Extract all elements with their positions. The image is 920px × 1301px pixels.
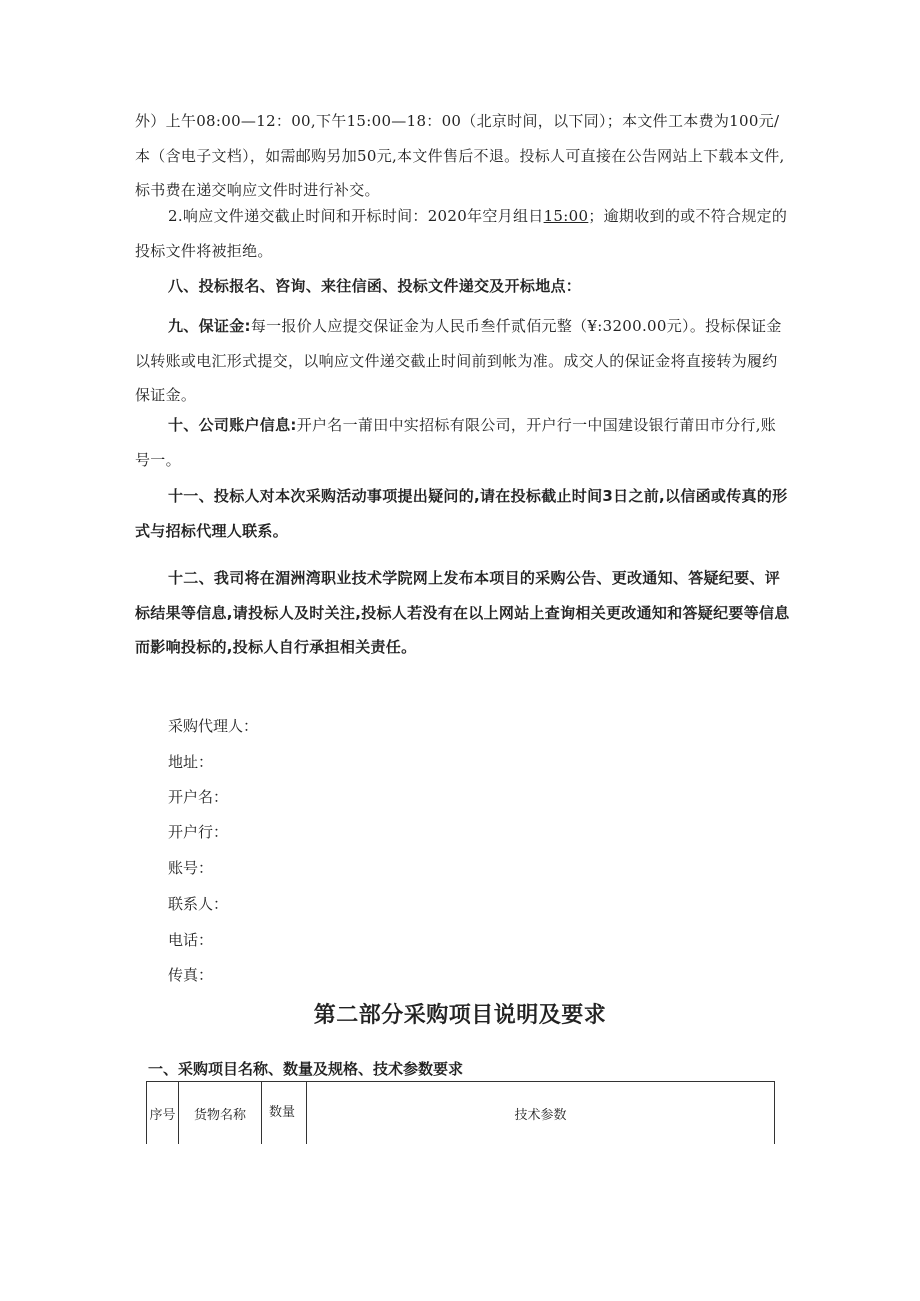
contact-account-name: 开户名：	[168, 788, 229, 806]
paragraph-account-info	[135, 408, 790, 477]
deadline-text-after: ；逾期收到的或不符合规定的投标文件将被拒绝。	[135, 207, 788, 260]
contact-account-number: 账号：	[168, 859, 214, 877]
deadline-text-before: 2.响应文件递交截止时间和开标时间：2020年空月组日	[168, 207, 544, 225]
announcement-text: 十二、我司将在湄洲湾职业技术学院网上发布本项目的采购公告、更改通知、答疑纪要、评标结果等信息,请投标人及时关注,投标人若没有在以上网站上查询相关更改通知和答疑纪要等信息而影响投标的,投标人自行承担相关责任。	[135, 569, 790, 656]
account-info-label: 十、公司账户信息:	[168, 416, 297, 434]
deadline-time: 15:00	[543, 207, 589, 225]
contact-phone: 电话：	[168, 931, 214, 949]
contact-address: 地址：	[168, 753, 214, 771]
contact-fax: 传真：	[168, 966, 214, 984]
paragraph-questions	[135, 479, 790, 548]
deposit-label: 九、保证金:	[168, 317, 251, 335]
contact-agent: 采购代理人：	[168, 717, 259, 735]
paragraph-document-fee	[135, 104, 790, 208]
paragraph-deadline	[135, 199, 790, 268]
header-tech-params: 技术参数	[307, 1082, 775, 1145]
paragraph-text: 外）上午08:00—12：00,下午15:00—18：00（北京时间，以下同）；本文件工本费为100元/本（含电子文档），如需邮购另加50元,本文件售后不退。投标人可直接在公告网站上下载本文件,标书费在递交响应文件时进行补交。	[135, 112, 785, 199]
header-goods-name: 货物名称	[179, 1082, 262, 1145]
contact-bank: 开户行：	[168, 823, 229, 841]
sub-title: 一、采购项目名称、数量及规格、技术参数要求	[148, 1060, 464, 1078]
table-header-row	[147, 1082, 775, 1145]
paragraph-announcement	[135, 561, 790, 665]
account-info-text: 开户名一莆田中实招标有限公司，开户行一中国建设银行莆田市分行,账号一。	[135, 416, 777, 469]
header-quantity: 数量	[262, 1082, 307, 1145]
header-serial: 序号	[147, 1082, 179, 1145]
section-title: 第二部分采购项目说明及要求	[313, 1003, 607, 1028]
contact-person: 联系人：	[168, 895, 229, 913]
paragraph-deposit	[135, 309, 790, 413]
spec-table	[146, 1081, 775, 1144]
deposit-text: 每一报价人应提交保证金为人民币叁仟贰佰元整（¥:3200.00元）。投标保证金以转账或电汇形式提交，以响应文件递交截止时间前到帐为准。成交人的保证金将直接转为履约保证金。	[135, 317, 782, 404]
section-eight-text: 八、投标报名、咨询、来往信函、投标文件递交及开标地点：	[168, 277, 582, 295]
section-eight-heading	[135, 269, 790, 304]
questions-text: 十一、投标人对本次采购活动事项提出疑问的,请在投标截止时间3日之前,以信函或传真的形式与招标代理人联系。	[135, 487, 788, 540]
